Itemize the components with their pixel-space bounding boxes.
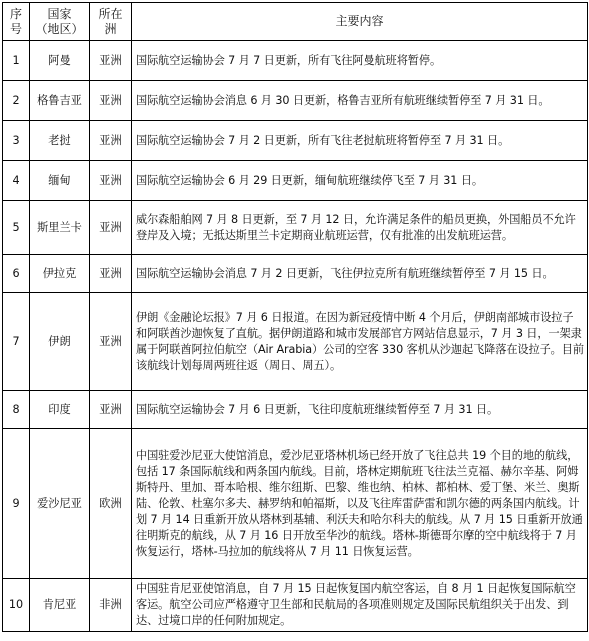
row-content: 国际航空运输协会 6 月 29 日更新，缅甸航班继续停飞至 7 月 31 日。 xyxy=(132,161,588,201)
row-content: 中国驻肯尼亚使馆消息，自 7 月 15 日起恢复国内航空客运，自 8 月 1 日起恢复国际航空客运。航空公司应严格遵守卫生部和民航局的各项准则规定及国际民航组织关于出发、到达、过境口岸的任何附加规定。 xyxy=(132,579,588,632)
table-row xyxy=(3,201,588,255)
row-seq: 9 xyxy=(3,429,30,579)
row-region: 亚洲 xyxy=(90,391,132,429)
table-row xyxy=(3,579,588,632)
row-region: 亚洲 xyxy=(90,293,132,391)
row-country: 斯里兰卡 xyxy=(30,201,90,255)
table-row xyxy=(3,429,588,579)
row-content: 伊朗《金融论坛报》7 月 6 日报道。在因为新冠疫情中断 4 个月后，伊朗南部城市设拉子和阿联酋沙迦恢复了直航。据伊朗道路和城市发展部官方网站信息显示，7 月 3 日，一架隶属于阿联酋阿拉伯航空（Air Arabia）公司的空客 330 客机从沙迦起飞降落在设拉子。目前该航线计划每周两班往返（周日、周五）。 xyxy=(132,293,588,391)
row-region: 欧洲 xyxy=(90,429,132,579)
row-country: 伊拉克 xyxy=(30,255,90,293)
row-seq: 5 xyxy=(3,201,30,255)
header-content: 主要内容 xyxy=(132,3,588,41)
row-country: 肯尼亚 xyxy=(30,579,90,632)
table-row xyxy=(3,41,588,81)
table-row xyxy=(3,255,588,293)
row-seq: 8 xyxy=(3,391,30,429)
row-seq: 3 xyxy=(3,121,30,161)
header-country: 国家 （地区） xyxy=(30,3,90,41)
row-region: 亚洲 xyxy=(90,41,132,81)
row-seq: 4 xyxy=(3,161,30,201)
row-seq: 6 xyxy=(3,255,30,293)
row-country: 阿曼 xyxy=(30,41,90,81)
table-row xyxy=(3,293,588,391)
row-region: 亚洲 xyxy=(90,81,132,121)
row-seq: 7 xyxy=(3,293,30,391)
table-row xyxy=(3,161,588,201)
row-region: 亚洲 xyxy=(90,201,132,255)
row-country: 伊朗 xyxy=(30,293,90,391)
row-content: 中国驻爱沙尼亚大使馆消息，爱沙尼亚塔林机场已经开放了飞往总共 19 个目的地的航线，包括 17 条国际航线和两条国内航线。目前，塔林定期航班飞往法兰克福、赫尔辛基、阿姆斯特丹、里加、哥本哈根、维尔纽斯、巴黎、维也纳、柏林、都柏林、爱丁堡、米兰、奥斯陆、伦敦、杜塞尔多夫、赫罗纳和帕福斯，以及飞往库雷萨雷和凯尔德的两条国内航线。计划 7 月 14 日重新开放从塔林到基辅、利沃夫和哈尔科夫的航线。从 7 月 15 日重新开放通往明斯克的航线，从 7 月 16 日开放至华沙的航线。塔林-斯德哥尔摩的空中航线将于 7 月恢复运行，塔林-马拉加的航线将从 7 月 11 日恢复运营。 xyxy=(132,429,588,579)
row-seq: 2 xyxy=(3,81,30,121)
row-region: 亚洲 xyxy=(90,255,132,293)
row-seq: 10 xyxy=(3,579,30,632)
row-content: 威尔森船舶网 7 月 8 日更新，至 7 月 12 日，允许满足条件的船员更换，外国船员不允许登岸及入境；无抵达斯里兰卡定期商业航班运营，仅有批准的出发航班运营。 xyxy=(132,201,588,255)
row-country: 印度 xyxy=(30,391,90,429)
table-row xyxy=(3,121,588,161)
table-row xyxy=(3,81,588,121)
row-content: 国际航空运输协会 7 月 7 日更新，所有飞往阿曼航班将暂停。 xyxy=(132,41,588,81)
row-region: 非洲 xyxy=(90,579,132,632)
row-content: 国际航空运输协会 7 月 2 日更新，所有飞往老挝航班将暂停至 7 月 31 日。 xyxy=(132,121,588,161)
row-country: 老挝 xyxy=(30,121,90,161)
airline-status-table xyxy=(2,2,588,632)
row-country: 爱沙尼亚 xyxy=(30,429,90,579)
row-region: 亚洲 xyxy=(90,121,132,161)
header-region: 所在 洲 xyxy=(90,3,132,41)
table-header-row xyxy=(3,3,588,41)
table-row xyxy=(3,391,588,429)
row-seq: 1 xyxy=(3,41,30,81)
row-content: 国际航空运输协会 7 月 6 日更新，飞往印度航班继续暂停至 7 月 31 日。 xyxy=(132,391,588,429)
row-country: 格鲁吉亚 xyxy=(30,81,90,121)
header-seq: 序 号 xyxy=(3,3,30,41)
row-content: 国际航空运输协会消息 6 月 30 日更新，格鲁吉亚所有航班继续暂停至 7 月 31 日。 xyxy=(132,81,588,121)
row-region: 亚洲 xyxy=(90,161,132,201)
row-country: 缅甸 xyxy=(30,161,90,201)
row-content: 国际航空运输协会消息 7 月 2 日更新，飞往伊拉克所有航班继续暂停至 7 月 15 日。 xyxy=(132,255,588,293)
